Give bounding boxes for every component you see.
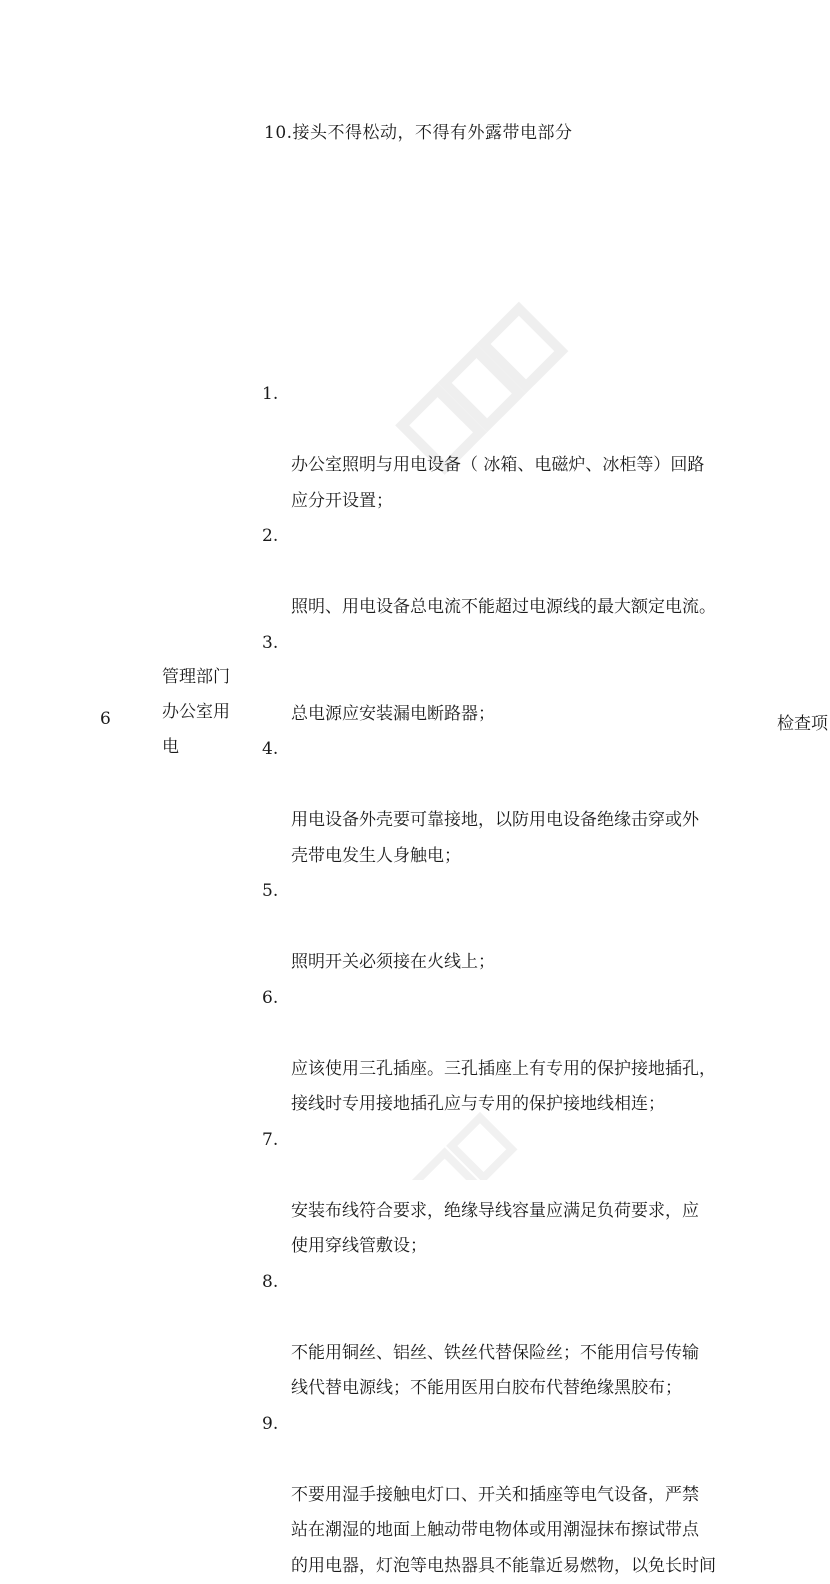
requirement-list [262,377,762,1584]
list-item [262,1265,762,1407]
item-number: 9. [262,1407,278,1443]
category-line: 电 [162,730,252,765]
list-item [262,874,762,981]
item-text: 不要用湿手接触电灯口、开关和插座等电气设备，严禁 站在潮湿的地面上触动带电物体或用潮湿抹布擦试带点 的用电器，灯泡等电热器具不能靠近易燃物，以免长时间 [291,1485,716,1576]
list-item [262,981,762,1123]
item-text: 用电设备外壳要可靠接地，以防用电设备绝缘击穿或外 壳带电发生人身触电； [291,810,699,866]
item-number: 1. [262,377,278,413]
item-text: 办公室照明与用电设备（ 冰箱、电磁炉、冰柜等）回路 应分开设置； [291,455,704,511]
list-item [262,377,762,519]
item-text: 应该使用三孔插座。三孔插座上有专用的保护接地插孔， 接线时专用接地插孔应与专用的保护接地线相连； [291,1059,716,1115]
continued-item-10: 10.接头不得松动，不得有外露带电部分 [264,118,573,143]
category-line: 管理部门 [162,660,252,695]
item-text: 照明、用电设备总电流不能超过电源线的最大额定电流。 [291,597,716,617]
row-number: 6 [100,709,111,729]
list-item [262,626,762,733]
item-text: 总电源应安装漏电断路器； [291,704,495,724]
list-item [262,1123,762,1265]
list-item [262,519,762,626]
item-number: 4. [262,732,278,768]
item-number: 7. [262,1123,278,1159]
check-item-label: 检查项 [777,709,828,734]
item-number: 8. [262,1265,278,1301]
item-text: 不能用铜丝、铝丝、铁丝代替保险丝；不能用信号传输 线代替电源线；不能用医用白胶布代替绝缘黑胶布； [291,1343,699,1399]
category-cell [162,660,252,765]
list-item [262,1407,762,1584]
list-item [262,732,762,874]
item-number: 5. [262,874,278,910]
item-text: 安装布线符合要求，绝缘导线容量应满足负荷要求，应 使用穿线管敷设； [291,1201,699,1257]
item-number: 2. [262,519,278,555]
item-text: 照明开关必须接在火线上； [291,952,495,972]
item-number: 3. [262,626,278,662]
category-line: 办公室用 [162,695,252,730]
item-number: 6. [262,981,278,1017]
